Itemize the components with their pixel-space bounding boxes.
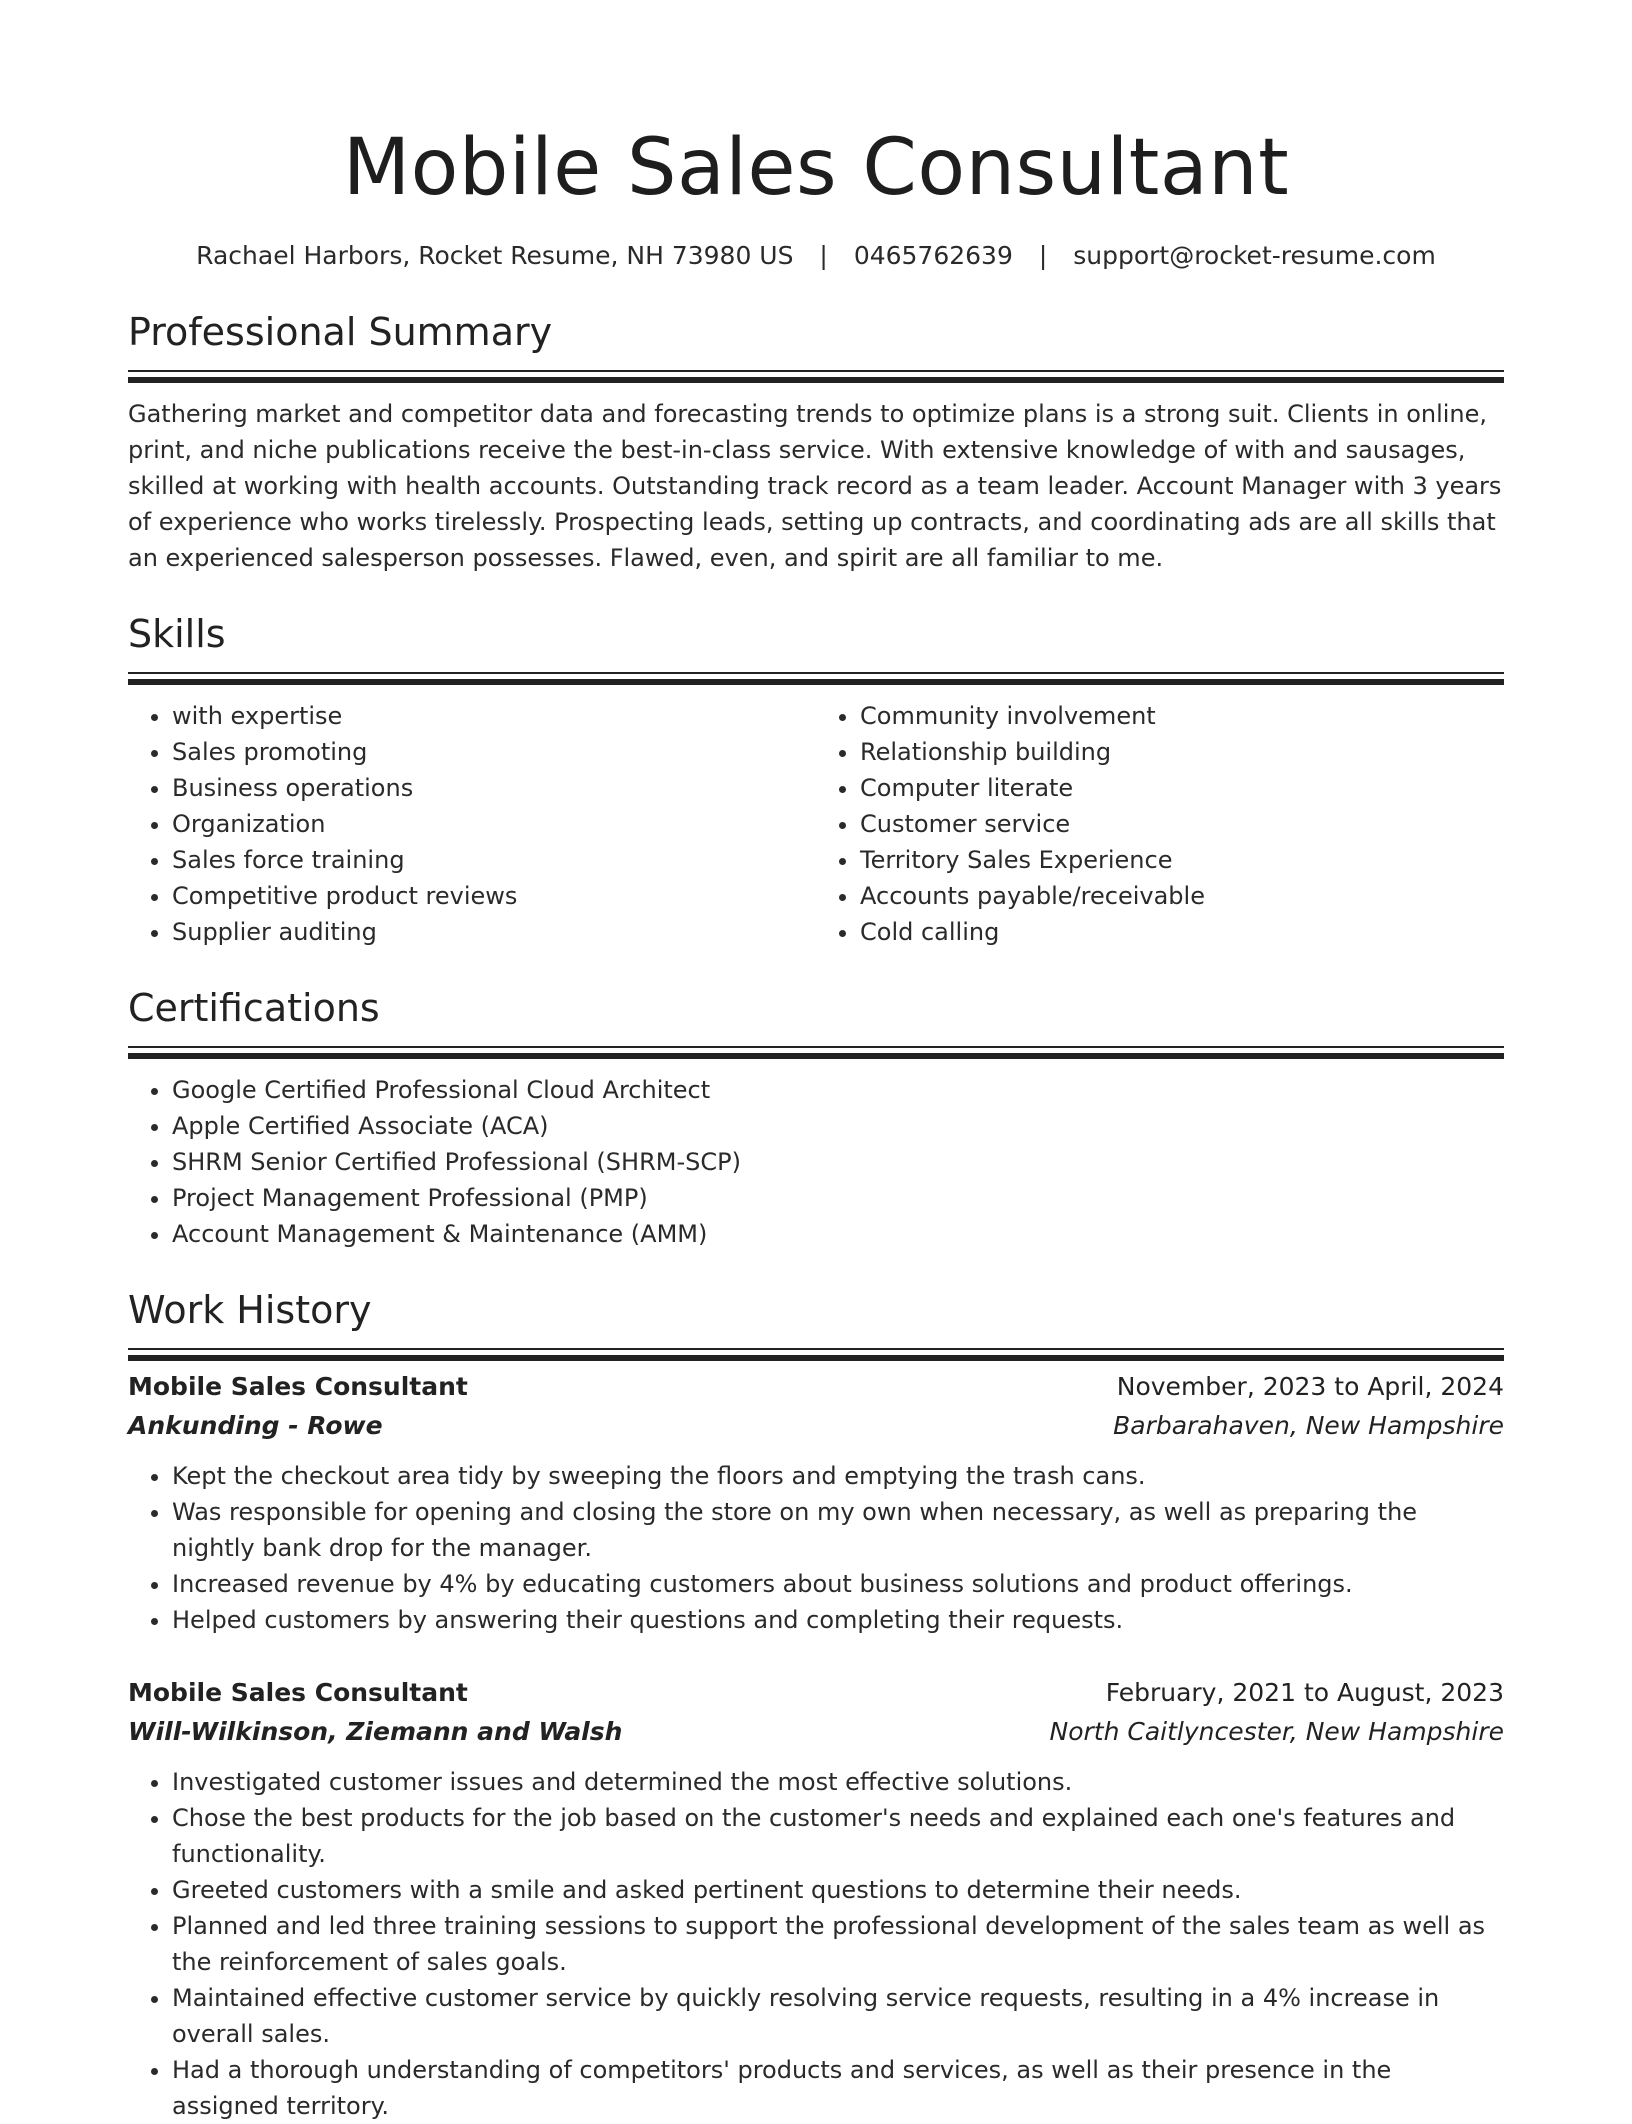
skills-column-left: [128, 698, 816, 950]
section-heading: Professional Summary: [128, 310, 553, 354]
certification-item: • Google Certified Professional Cloud Architect: [172, 1072, 1504, 1108]
job-location: Barbarahaven, New Hampshire: [1113, 1411, 1504, 1440]
certification-item: • Project Management Professional (PMP): [172, 1180, 1504, 1216]
skill-item: • Supplier auditing: [172, 914, 816, 950]
certification-item: • Account Management & Maintenance (AMM): [172, 1216, 1504, 1252]
job-dates: November, 2023 to April, 2024: [1116, 1372, 1504, 1401]
job-entry: [128, 1674, 1504, 2124]
job-company: Will-Wilkinson, Ziemann and Walsh: [128, 1717, 623, 1746]
job-duty: • Greeted customers with a smile and asked pertinent questions to determine their needs.: [172, 1872, 1504, 1908]
job-duty: • Kept the checkout area tidy by sweeping the floors and emptying the trash cans.: [172, 1458, 1504, 1494]
section-divider: [128, 672, 1504, 674]
job-duty: • Chose the best products for the job based on the customer's needs and explained each one's features and functionality.: [172, 1800, 1504, 1872]
section-heading: Certifications: [128, 986, 380, 1030]
contact-separator: |: [819, 241, 828, 270]
skill-item: • Sales promoting: [172, 734, 816, 770]
section-heading: Skills: [128, 612, 226, 656]
section-divider: [128, 1046, 1504, 1048]
contact-email: support@rocket-resume.com: [1073, 241, 1436, 270]
job-duty: • Planned and led three training sessions to support the professional development of the sales team as well as the reinforcement of sales goals.: [172, 1908, 1504, 1980]
skill-item: • Computer literate: [860, 770, 1504, 806]
skill-item: • Relationship building: [860, 734, 1504, 770]
resume-title: Mobile Sales Consultant: [342, 123, 1290, 213]
job-duty: • Investigated customer issues and determined the most effective solutions.: [172, 1764, 1504, 1800]
certifications-list: [128, 1072, 1504, 1252]
skill-item: • Cold calling: [860, 914, 1504, 950]
certification-item: • SHRM Senior Certified Professional (SHRM-SCP): [172, 1144, 1504, 1180]
job-duty: • Had a thorough understanding of competitors' products and services, as well as their presence in the assigned territory.: [172, 2052, 1504, 2124]
skill-item: • Territory Sales Experience: [860, 842, 1504, 878]
skills-grid: [128, 698, 1504, 950]
skill-item: • Accounts payable/receivable: [860, 878, 1504, 914]
contact-line: [128, 238, 1504, 274]
section-divider: [128, 1348, 1504, 1350]
skill-item: • Organization: [172, 806, 816, 842]
contact-separator: |: [1038, 241, 1048, 270]
skill-item: • Business operations: [172, 770, 816, 806]
summary-section: [128, 308, 1504, 576]
skill-item: • Competitive product reviews: [172, 878, 816, 914]
job-entry: [128, 1368, 1504, 1638]
skills-column-right: [816, 698, 1504, 950]
job-duties: [128, 1764, 1504, 2124]
contact-address: Rachael Harbors, Rocket Resume, NH 73980 US: [196, 241, 794, 270]
job-title: Mobile Sales Consultant: [128, 1678, 468, 1707]
job-title: Mobile Sales Consultant: [128, 1372, 468, 1401]
certification-item: • Apple Certified Associate (ACA): [172, 1108, 1504, 1144]
job-duty: • Helped customers by answering their questions and completing their requests.: [172, 1602, 1504, 1638]
skill-item: • Customer service: [860, 806, 1504, 842]
job-dates: February, 2021 to August, 2023: [1105, 1678, 1504, 1707]
job-duty: • Maintained effective customer service by quickly resolving service requests, resulting in a 4% increase in overall sales.: [172, 1980, 1504, 2052]
skill-item: • Sales force training: [172, 842, 816, 878]
skill-item: • Community involvement: [860, 698, 1504, 734]
job-duty: • Was responsible for opening and closing the store on my own when necessary, as well as preparing the nightly bank drop for the manager.: [172, 1494, 1504, 1566]
certifications-section: [128, 984, 1504, 1252]
work-history-section: [128, 1286, 1504, 2124]
job-company: Ankunding - Rowe: [128, 1411, 383, 1440]
section-heading: Work History: [128, 1288, 372, 1332]
contact-phone: 0465762639: [853, 241, 1013, 270]
section-divider: [128, 370, 1504, 372]
job-duty: • Increased revenue by 4% by educating customers about business solutions and product offerings.: [172, 1566, 1504, 1602]
job-location: North Caitlyncester, New Hampshire: [1049, 1717, 1504, 1746]
skills-section: [128, 610, 1504, 950]
skill-item: • with expertise: [172, 698, 816, 734]
job-duties: [128, 1458, 1504, 1638]
summary-text: Gathering market and competitor data and forecasting trends to optimize plans is a strong suit. Clients in online, print, and niche publications receive the best-in-class service. With extensive knowledge of with and sausages, skilled at working with health accounts. Outstanding track record as a team leader. Account Manager with 3 years of experience who works tirelessly. Prospecting leads, setting up contracts, and coordinating ads are all skills that an experienced salesperson possesses. Flawed, even, and spirit are all familiar to me.: [128, 400, 1502, 572]
